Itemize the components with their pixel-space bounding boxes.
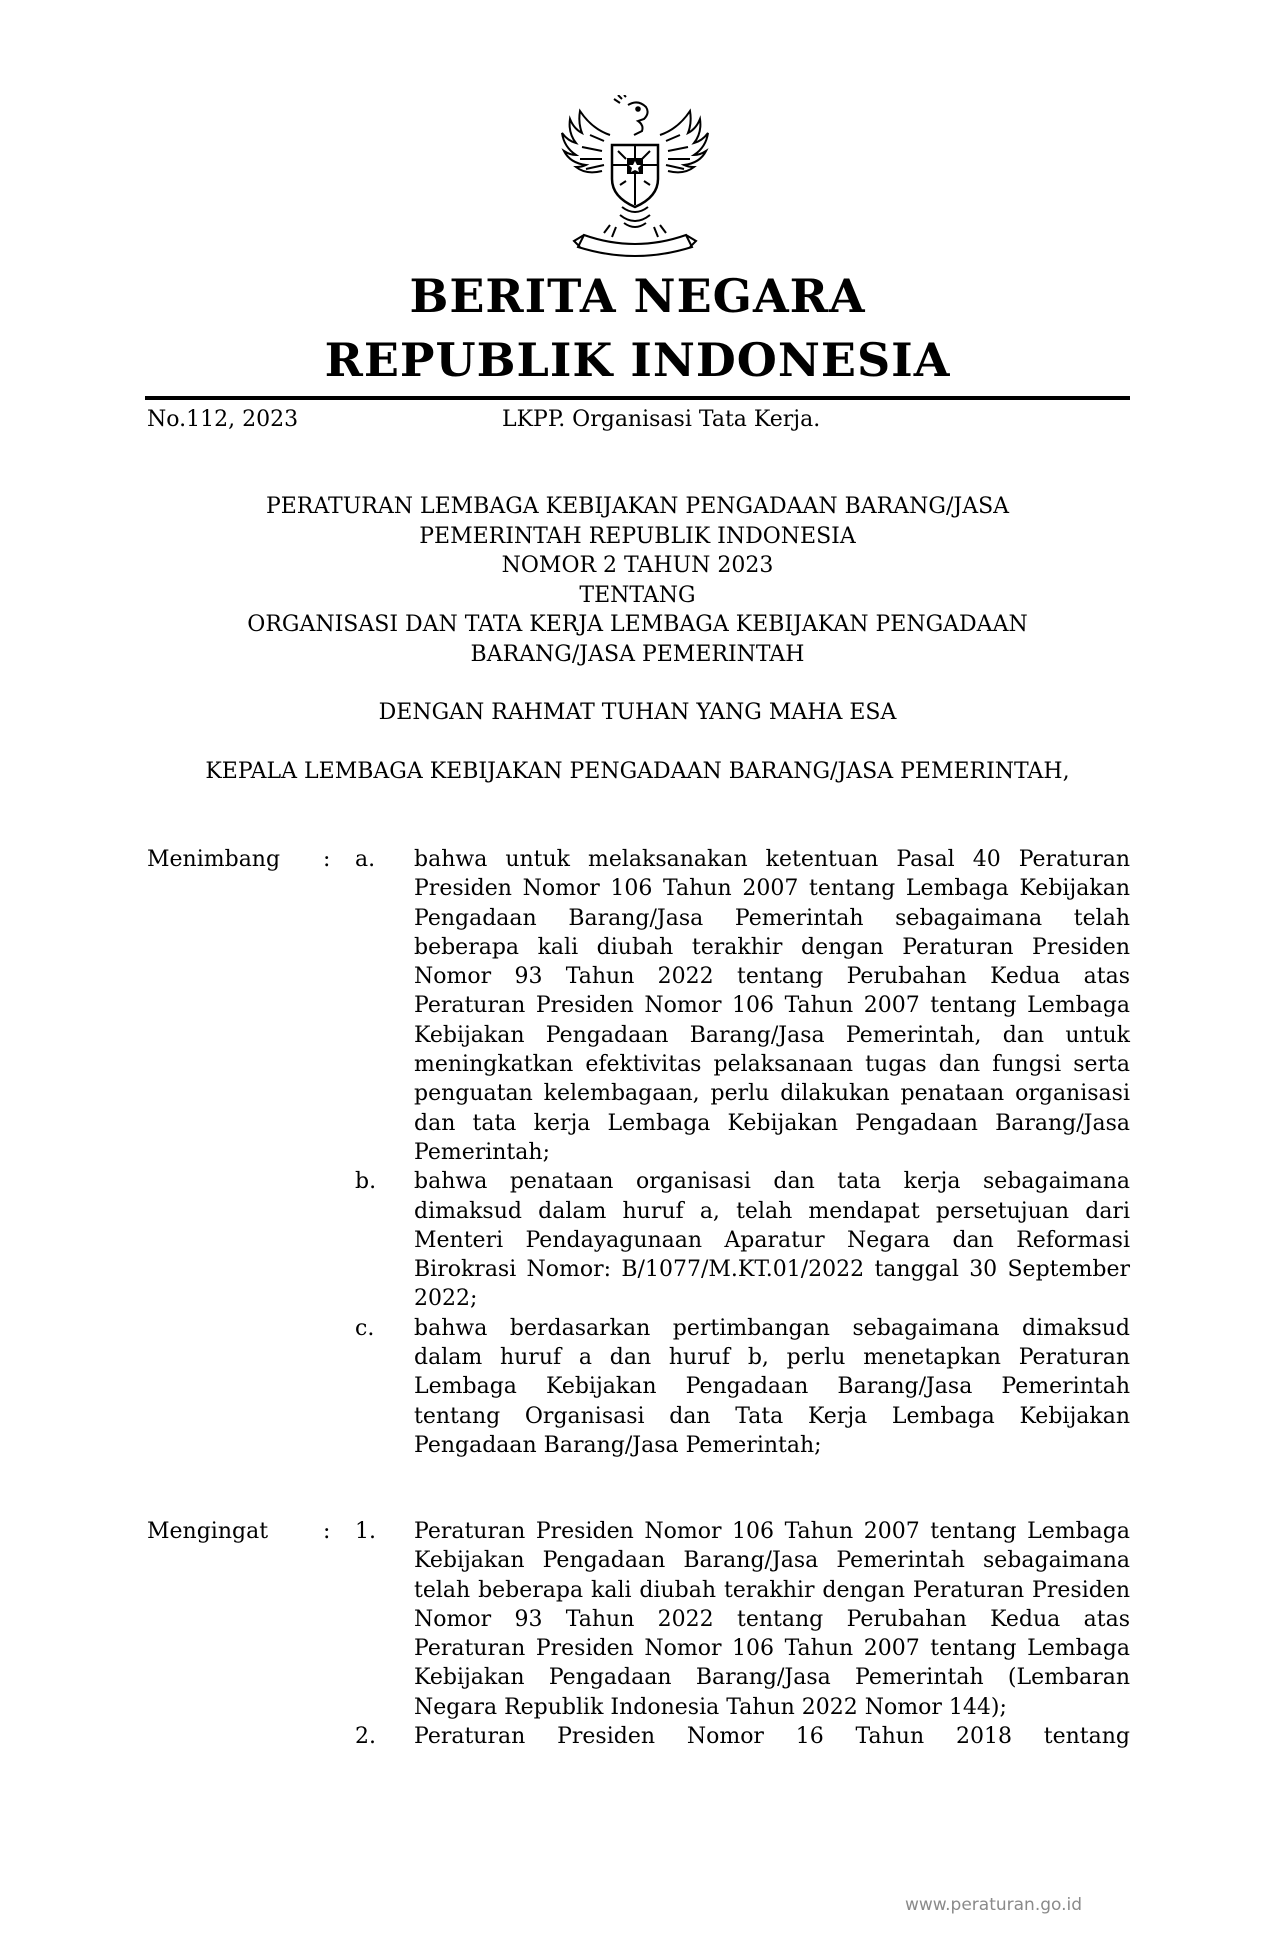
masthead-title-line1: BERITA NEGARA bbox=[409, 269, 866, 323]
list-item bbox=[147, 845, 1130, 1167]
section-colon: : bbox=[323, 1519, 331, 1544]
item-marker: b. bbox=[355, 1169, 377, 1195]
title-line: PEMERINTAH REPUBLIK INDONESIA bbox=[419, 523, 856, 549]
item-marker: a. bbox=[355, 847, 376, 872]
item-text: Peraturan Presiden Nomor 16 Tahun 2018 tentang bbox=[414, 1724, 1130, 1750]
title-line: TENTANG bbox=[579, 582, 696, 608]
item-text: bahwa penataan organisasi dan tata kerja sebagaimana dimaksud dalam huruf a, telah mendapat persetujuan dari Menteri Pendayagunaan Aparatur Negara dan Reformasi Birokrasi Nomor: B/1077/M.KT.01/2022 tanggal 30 September 2022; bbox=[414, 1169, 1130, 1312]
list-item bbox=[147, 1517, 1130, 1722]
preamble-official: KEPALA LEMBAGA KEBIJAKAN PENGADAAN BARANG/JASA PEMERINTAH, bbox=[205, 759, 1070, 784]
list-item bbox=[147, 1314, 1130, 1460]
footer-url: www.peraturan.go.id bbox=[905, 1895, 1083, 1915]
item-text: Peraturan Presiden Nomor 106 Tahun 2007 tentang Lembaga Kebijakan Pengadaan Barang/Jasa Pemerintah sebagaimana telah beberapa kali diubah terakhir dengan Peraturan Presiden Nomor 93 Tahun 2022 tentang Perubahan Kedua atas Peraturan Presiden Nomor 106 Tahun 2007 tentang Lembaga Kebijakan Pengadaan Barang/Jasa Pemerintah (Lembaran Negara Republik Indonesia Tahun 2022 Nomor 144); bbox=[414, 1519, 1130, 1720]
title-line: PERATURAN LEMBAGA KEBIJAKAN PENGADAAN BARANG/JASA bbox=[265, 494, 1010, 519]
item-text: bahwa berdasarkan pertimbangan sebagaimana dimaksud dalam huruf a dan huruf b, perlu menetapkan Peraturan Lembaga Kebijakan Pengadaan Barang/Jasa Pemerintah tentang Organisasi dan Tata Kerja Lembaga Kebijakan Pengadaan Barang/Jasa Pemerintah; bbox=[414, 1315, 1130, 1458]
item-marker: 2. bbox=[355, 1724, 376, 1750]
masthead-divider bbox=[145, 396, 1130, 400]
list-item bbox=[147, 1167, 1130, 1313]
title-line: NOMOR 2 TAHUN 2023 bbox=[501, 553, 774, 578]
mengingat-section bbox=[147, 1517, 1130, 1751]
item-text: bahwa untuk melaksanakan ketentuan Pasal 40 Peraturan Presiden Nomor 106 Tahun 2007 tentang Lembaga Kebijakan Pengadaan Barang/Jasa Pemerintah sebagaimana telah beberapa kali diubah terakhir dengan Peraturan Presiden Nomor 93 Tahun 2022 tentang Perubahan Kedua atas Peraturan Presiden Nomor 106 Tahun 2007 tentang Lembaga Kebijakan Pengadaan Barang/Jasa Pemerintah, dan untuk meningkatkan efektivitas pelaksanaan tugas dan fungsi serta penguatan kelembagaan, perlu dilakukan penataan organisasi dan tata kerja Lembaga Kebijakan Pengadaan Barang/Jasa Pemerintah; bbox=[414, 847, 1130, 1165]
item-marker: 1. bbox=[355, 1519, 376, 1544]
item-marker: c. bbox=[355, 1315, 375, 1341]
regulation-title bbox=[145, 492, 1130, 669]
list-item bbox=[147, 1722, 1130, 1751]
section-label: Mengingat bbox=[147, 1519, 269, 1544]
masthead-title-line2: REPUBLIK INDONESIA bbox=[324, 333, 951, 387]
preamble-grace: DENGAN RAHMAT TUHAN YANG MAHA ESA bbox=[378, 700, 897, 725]
garuda-emblem-icon bbox=[550, 95, 720, 265]
title-line: BARANG/JASA PEMERINTAH bbox=[470, 641, 805, 667]
gazette-topic: LKPP. Organisasi Tata Kerja. bbox=[502, 407, 821, 432]
section-label: Menimbang bbox=[147, 847, 281, 872]
section-colon: : bbox=[323, 847, 331, 872]
gazette-number: No.112, 2023 bbox=[147, 407, 299, 432]
menimbang-section bbox=[147, 845, 1130, 1460]
title-line: ORGANISASI DAN TATA KERJA LEMBAGA KEBIJAKAN PENGADAAN bbox=[247, 612, 1028, 637]
